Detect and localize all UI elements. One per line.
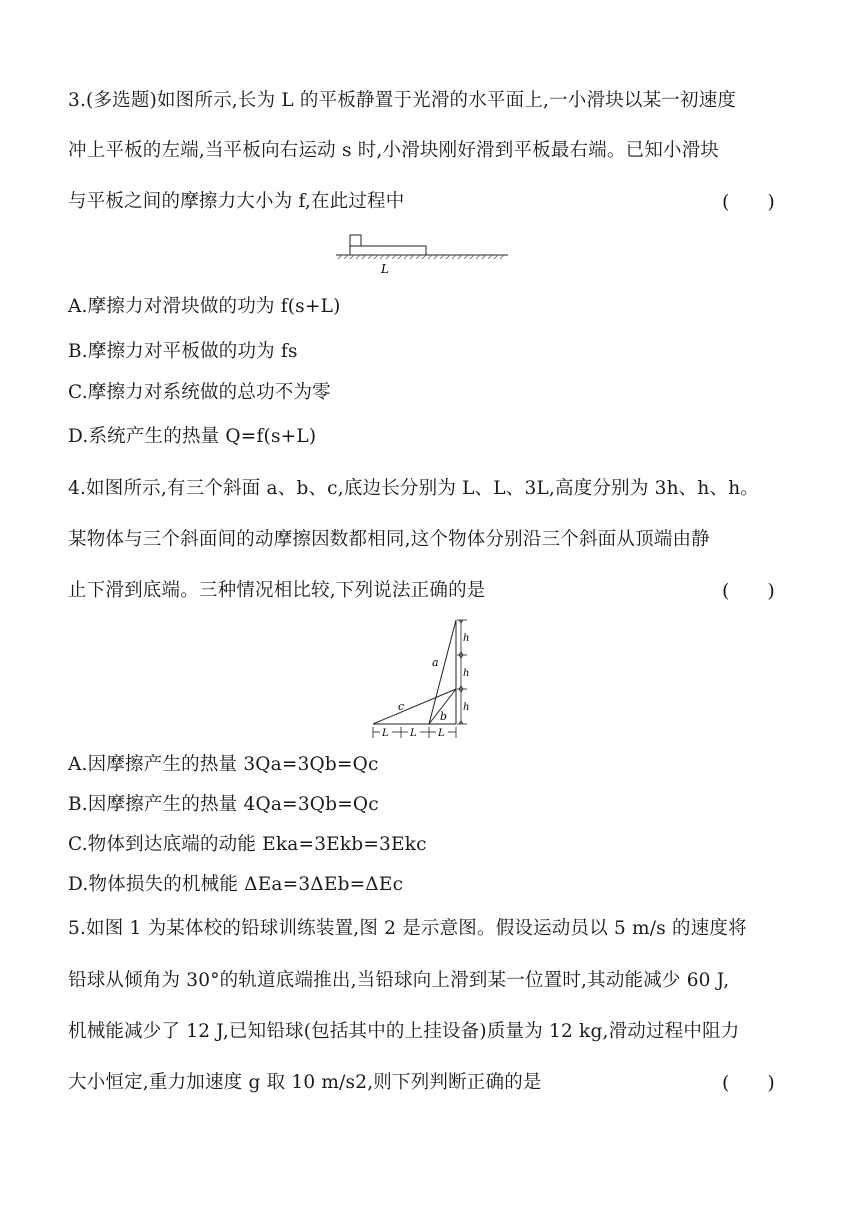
q5-stem-line-3: 机械能减少了 12 J,已知铅球(包括其中的上挂设备)质量为 12 kg,滑动过程中阻力 — [68, 1021, 740, 1042]
base-label-2: L — [410, 728, 417, 739]
q3-stem-line-2: 冲上平板的左端,当平板向右运动 s 时,小滑块刚好滑到平板最右端。已知小滑块 — [68, 140, 720, 161]
q4-option-d: D.物体损失的机械能 ΔEa=3ΔEb=ΔEc — [68, 874, 404, 895]
slider-block — [350, 235, 361, 246]
q3-figure-plank-block — [334, 232, 524, 276]
q3-answer-bracket: ( ) — [722, 191, 775, 213]
plank — [350, 246, 426, 255]
label-a: a — [432, 656, 439, 669]
plank-length-label: L — [381, 262, 389, 276]
q3-option-a: A.摩擦力对滑块做的功为 f(s+L) — [68, 296, 341, 317]
q4-option-a: A.因摩擦产生的热量 3Qa=3Qb=Qc — [68, 754, 379, 775]
q4-option-c: C.物体到达底端的动能 Eka=3Ekb=3Ekc — [68, 834, 427, 855]
height-label-3: h — [463, 702, 470, 713]
base-label-3: L — [438, 728, 445, 739]
ground-hatching — [338, 255, 504, 259]
q3-option-b: B.摩擦力对平板做的功为 fs — [68, 341, 298, 362]
q3-stem-line-3: 与平板之间的摩擦力大小为 f,在此过程中 — [68, 191, 405, 212]
base-label-1: L — [382, 728, 389, 739]
q5-stem-line-2: 铅球从倾角为 30°的轨道底端推出,当铅球向上滑到某一位置时,其动能减少 60 J, — [68, 970, 730, 991]
q4-answer-bracket: ( ) — [722, 580, 775, 602]
q4-option-b: B.因摩擦产生的热量 4Qa=3Qb=Qc — [68, 794, 379, 815]
q3-option-c: C.摩擦力对系统做的总功不为零 — [68, 382, 331, 403]
q5-answer-bracket: ( ) — [722, 1072, 775, 1094]
q3-option-d: D.系统产生的热量 Q=f(s+L) — [68, 426, 317, 447]
q4-figure-inclines — [370, 614, 486, 740]
q5-stem-line-4: 大小恒定,重力加速度 g 取 10 m/s2,则下列判断正确的是 — [68, 1072, 542, 1093]
q4-stem-line-2: 某物体与三个斜面间的动摩擦因数都相同,这个物体分别沿三个斜面从顶端由静 — [68, 529, 710, 550]
q4-stem-line-1: 4.如图所示,有三个斜面 a、b、c,底边长分别为 L、L、3L,高度分别为 3h、h、h。 — [68, 478, 760, 499]
q5-stem-line-1: 5.如图 1 为某体校的铅球训练装置,图 2 是示意图。假设运动员以 5 m/s 的速度将 — [68, 918, 747, 939]
q4-stem-line-3: 止下滑到底端。三种情况相比较,下列说法正确的是 — [68, 580, 486, 601]
incline-a — [429, 620, 456, 724]
label-c: c — [398, 700, 405, 713]
q3-stem-line-1: 3.(多选题)如图所示,长为 L 的平板静置于光滑的水平面上,一小滑块以某一初速度 — [68, 90, 737, 111]
label-b: b — [440, 710, 448, 723]
height-label-1: h — [463, 633, 470, 644]
height-label-2: h — [463, 668, 470, 679]
